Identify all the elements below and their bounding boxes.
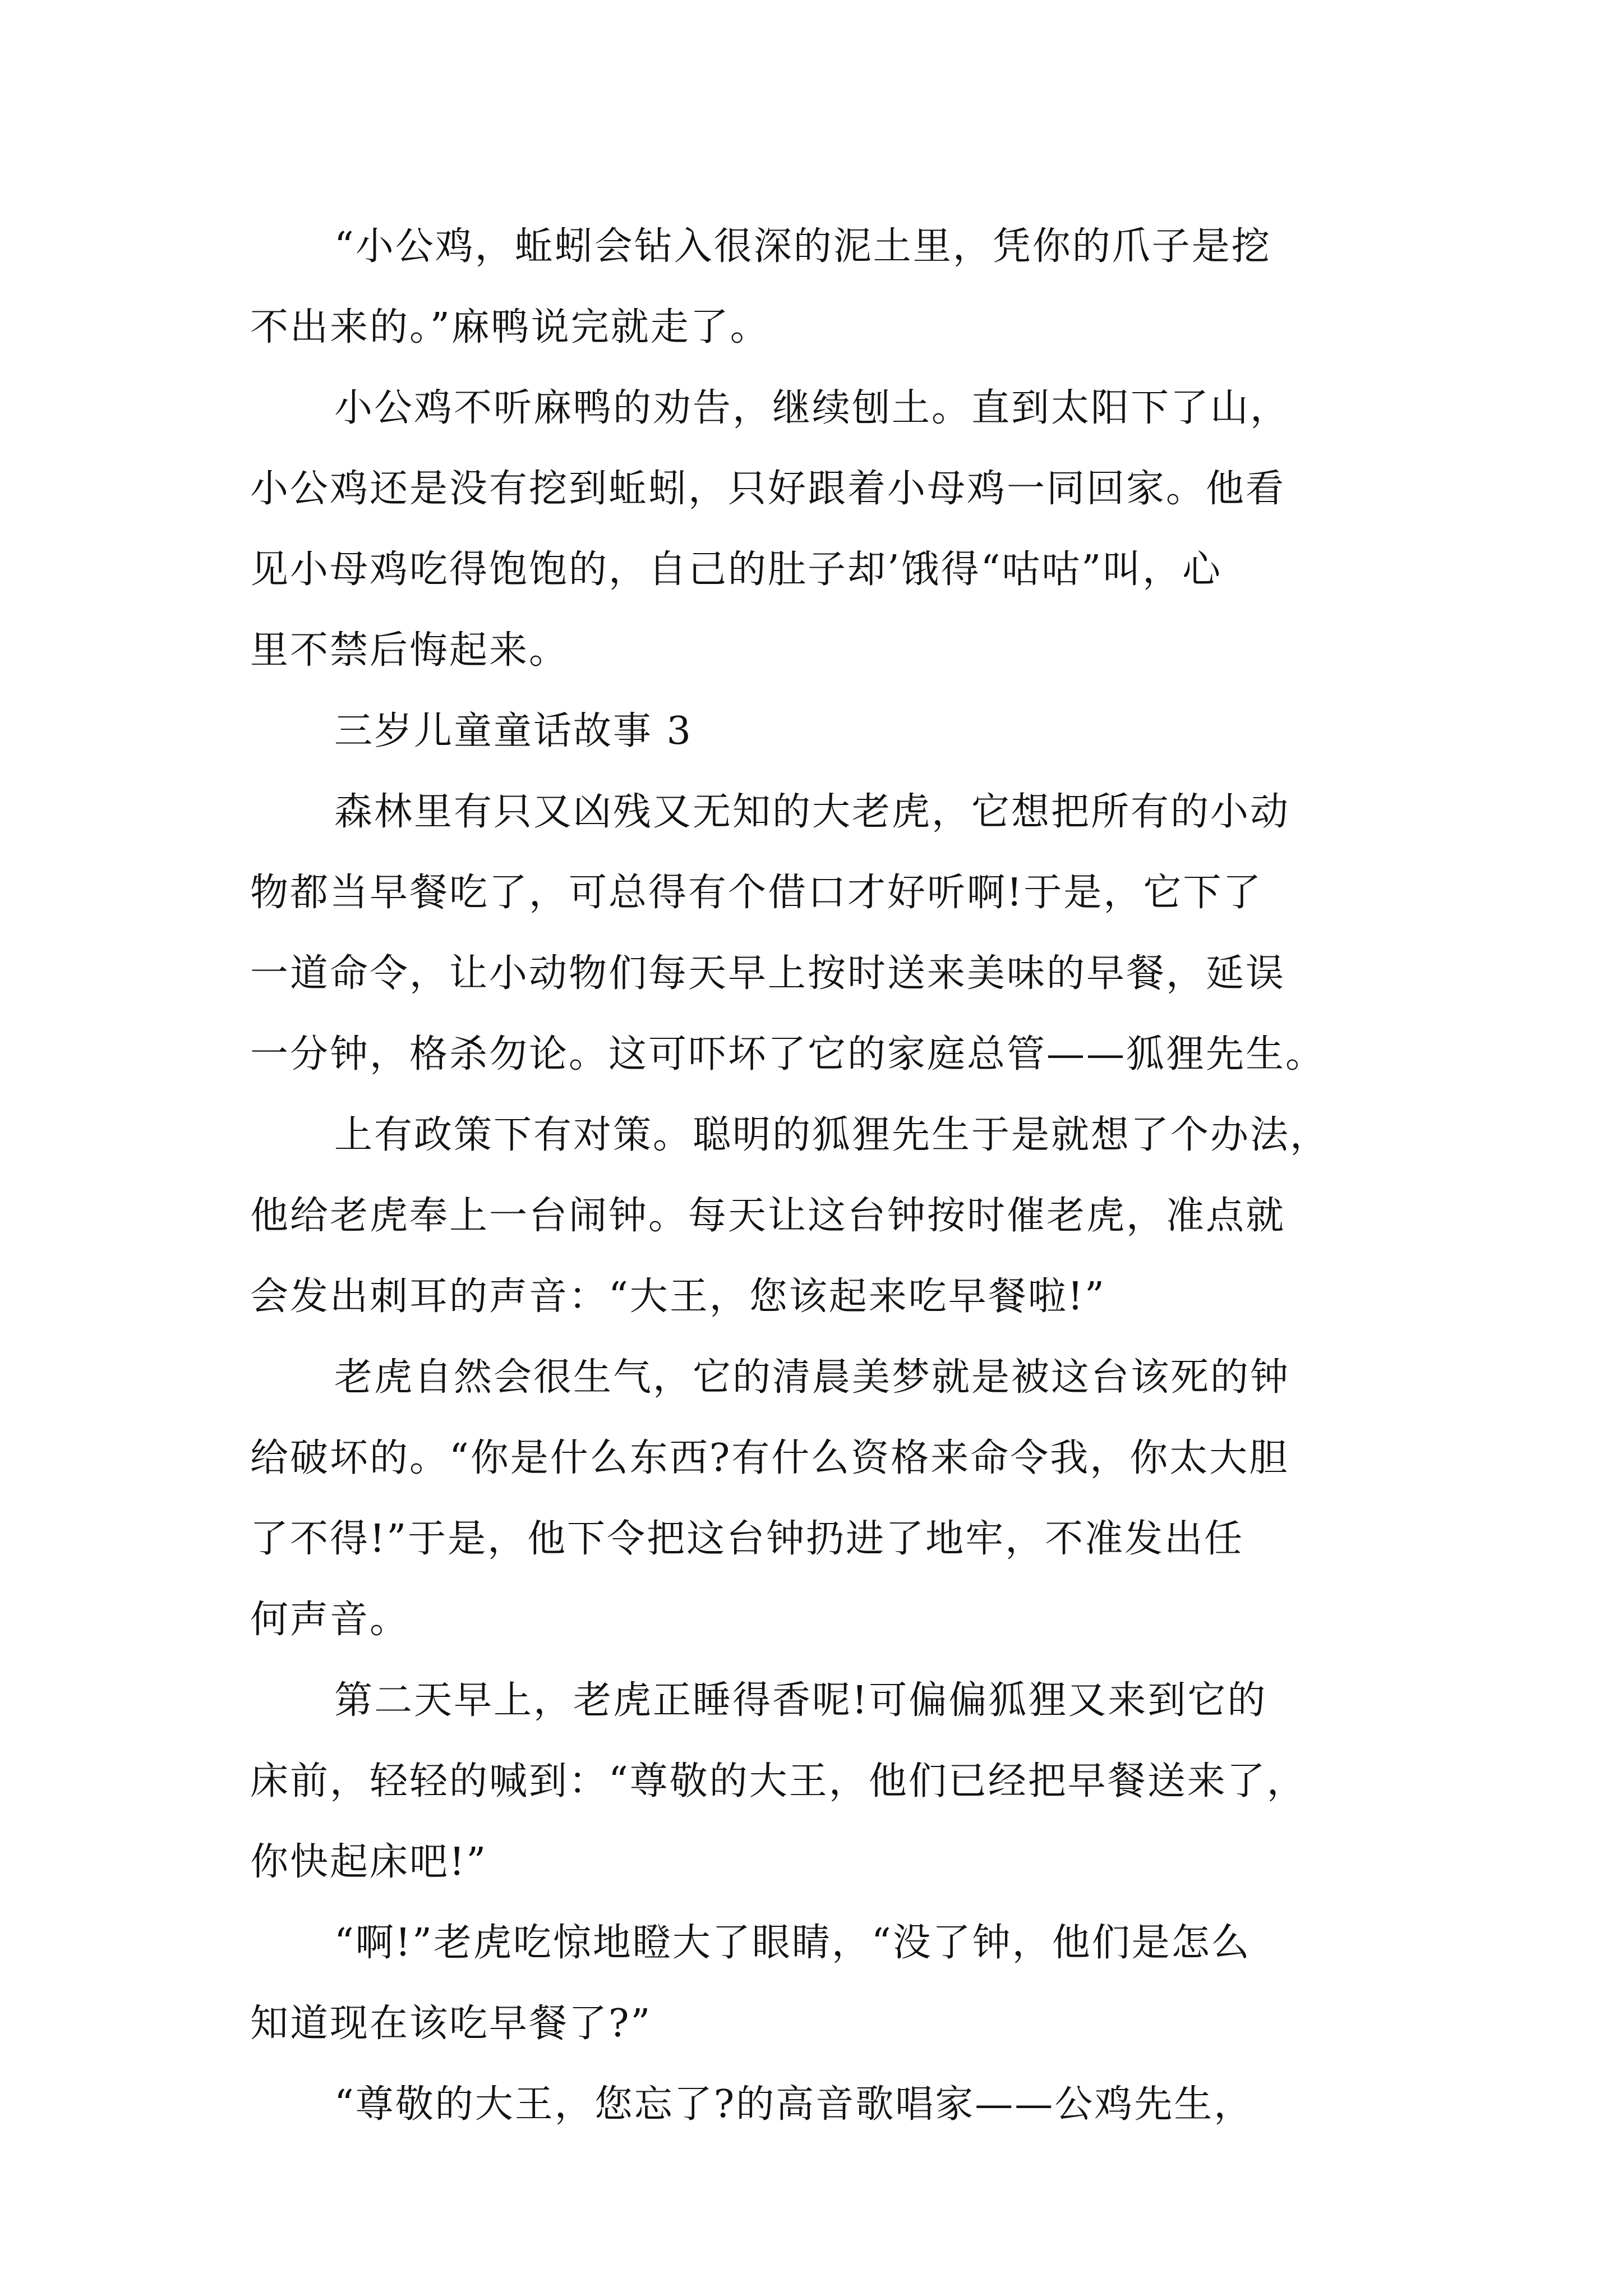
paragraph-rooster-singer: “尊敬的大王，您忘了?的高音歌唱家——公鸡先生， [334, 2082, 1254, 2127]
paragraph-tiger-surprised: “啊!”老虎吃惊地瞪大了眼睛，“没了钟，他们是怎么 知道现在该吃早餐了?” [250, 1921, 1251, 2046]
story-heading: 三岁儿童童话故事 3 [334, 709, 693, 753]
paragraph-rooster-regret: 小公鸡不听麻鸭的劝告，继续刨土。直到太阳下了山， 小公鸡还是没有挖到蚯蚓，只好跟着小母鸡一同回家。他看 见小母鸡吃得饱饱的，自己的肚子却’饿得“咕咕”叫，心 里不禁后悔起来。 [250, 386, 1290, 673]
paragraph-tiger-angry: 老虎自然会很生气，它的清晨美梦就是被这台该死的钟 给破坏的。“你是什么东西?有什么资格来命令我，你太大胆 了不得!”于是，他下令把这台钟扔进了地牢，不准发出任 何声音。 [250, 1355, 1290, 1642]
paragraph-next-morning: 第二天早上，老虎正睡得香呢!可偏偏狐狸又来到它的 床前，轻轻的喊到：“尊敬的大王，他们已经把早餐送来了， 你快起床吧!” [250, 1678, 1307, 1884]
paragraph-fox-alarm-clock: 上有政策下有对策。聪明的狐狸先生于是就想了个办法， 他给老虎奉上一台闹钟。每天让这台钟按时催老虎，准点就 会发出刺耳的声音：“大王，您该起来吃早餐啦!” [250, 1113, 1330, 1319]
document-body [250, 206, 1383, 2145]
paragraph-tiger-intro: 森林里有只又凶残又无知的大老虎，它想把所有的小动 物都当早餐吃了，可总得有个借口才好听啊!于是，它下了 一道命令，让小动物们每天早上按时送来美味的早餐，延误 一分钟，格杀勿论。这可吓坏了它的家庭总管——狐狸先生。 [250, 790, 1326, 1076]
paragraph-rooster-warning: “小公鸡，蚯蚓会钻入很深的泥土里，凭你的爪子是挖 不出来的。”麻鸭说完就走了。 [250, 224, 1271, 349]
